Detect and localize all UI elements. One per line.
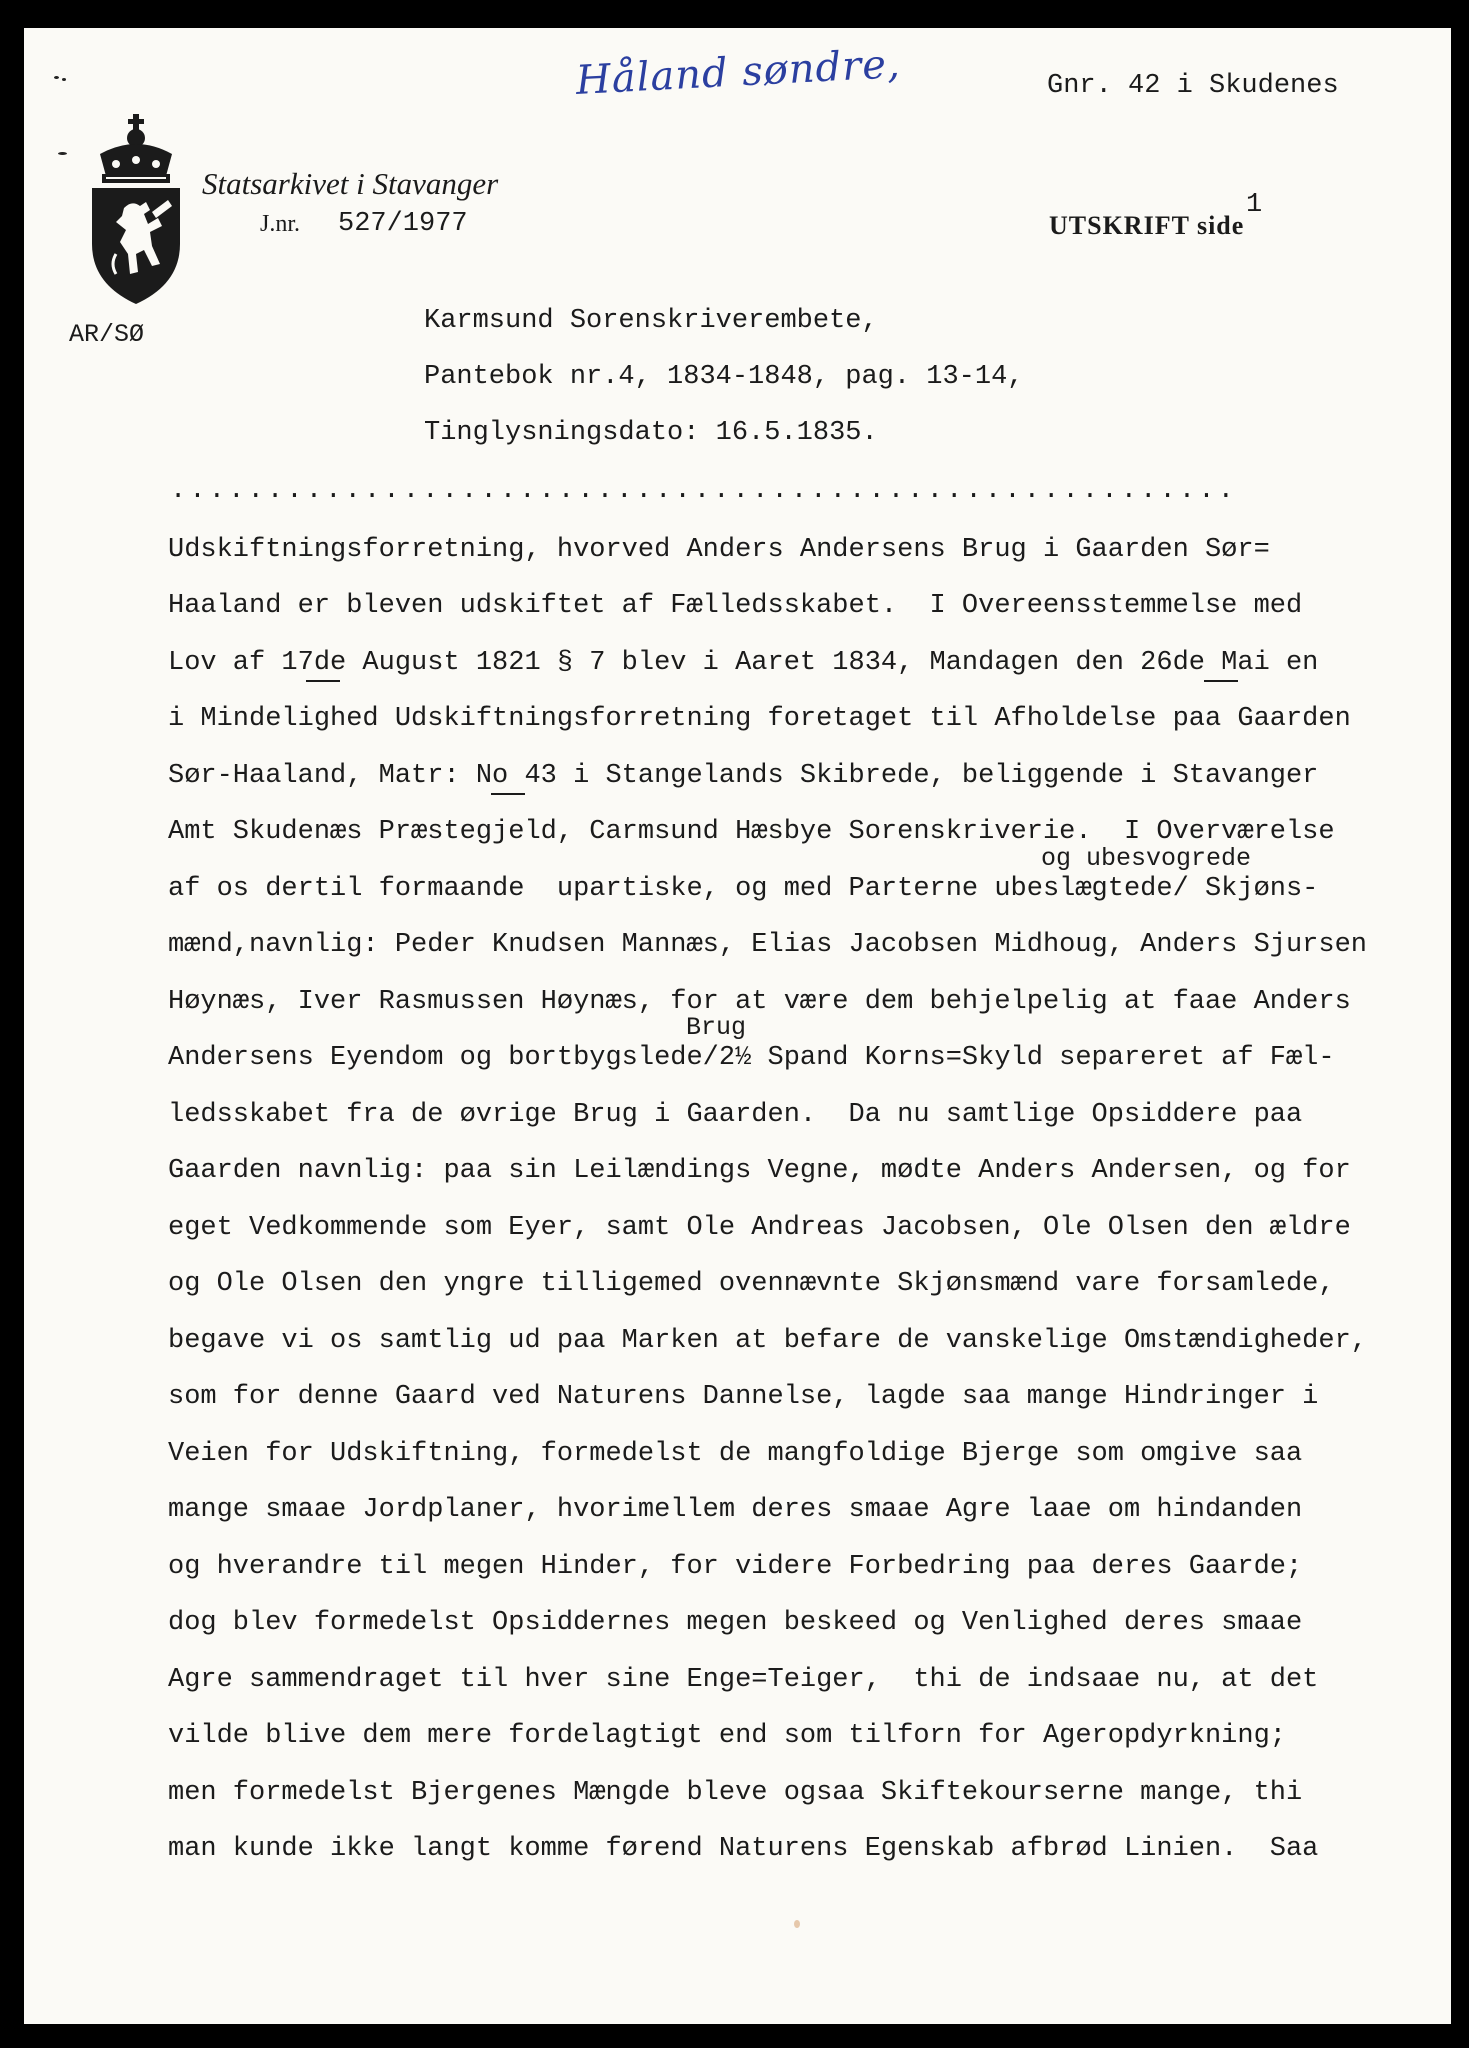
underline-mark <box>491 793 525 795</box>
insertion-brug: Brug <box>686 1013 747 1042</box>
body-line: og Ole Olsen den yngre tilligemed ovennævnte Skjønsmænd vare forsamlede, <box>168 1269 1335 1299</box>
body-line: Høynæs, Iver Rasmussen Høynæs, for at være dem behjelpelig at faae Anders <box>168 987 1351 1017</box>
jnr-label: J.nr. <box>260 211 301 237</box>
underline-mark <box>1204 680 1238 682</box>
body-line: vilde blive dem mere fordelagtigt end som tilforn for Ageropdyrkning; <box>168 1721 1286 1751</box>
body-line: begave vi os samtlig ud paa Marken at befare de vanskelige Omstændigheder, <box>168 1326 1367 1356</box>
body-line: mange smaae Jordplaner, hvorimellem deres smaae Agre laae om hindanden <box>168 1495 1303 1525</box>
document-page <box>24 28 1451 2024</box>
body-line: man kunde ikke langt komme førend Naturens Egenskab afbrød Linien. Saa <box>168 1834 1319 1864</box>
handwritten-farm-name: Håland søndre, <box>574 41 902 104</box>
body-line: i Mindelighed Udskiftningsforretning foretaget til Afholdelse paa Gaarden <box>168 704 1351 734</box>
utskrift-text: UTSKRIFT side <box>1049 211 1245 240</box>
body-line: af os dertil formaande upartiske, og med Parterne ubeslægtede/ Skjøns- <box>168 874 1319 904</box>
body-line: og hverandre til megen Hinder, for videre Forbedring paa deres Gaarde; <box>168 1552 1303 1582</box>
stray-mark <box>62 78 66 81</box>
body-line: Sør-Haaland, Matr: No 43 i Stangelands Skibrede, beliggende i Stavanger <box>168 761 1319 791</box>
body-line: Veien for Udskiftning, formedelst de mangfoldige Bjerge som omgive saa <box>168 1439 1303 1469</box>
stray-mark <box>58 152 67 155</box>
underline-mark <box>306 680 340 682</box>
source-line-1: Karmsund Sorenskriverembete, <box>424 306 878 336</box>
body-line: Udskiftningsforretning, hvorved Anders Andersens Brug i Gaarden Sør= <box>168 535 1270 565</box>
archive-name: Statsarkivet i Stavanger <box>202 166 499 201</box>
stray-mark <box>54 76 59 79</box>
initials: AR/SØ <box>69 320 145 349</box>
body-line: mænd,navnlig: Peder Knudsen Mannæs, Elias Jacobsen Midhoug, Anders Sjursen <box>168 930 1367 960</box>
gnr-reference: Gnr. 42 i Skudenes <box>1047 71 1339 101</box>
page-number: 1 <box>1246 190 1263 220</box>
body-line: Amt Skudenæs Præstegjeld, Carmsund Hæsbye Sorenskriverie. I Overværelse <box>168 817 1335 847</box>
paper-stain <box>794 1920 800 1928</box>
source-line-3: Tinglysningsdato: 16.5.1835. <box>424 418 878 448</box>
separator: ....................................................... <box>170 476 1238 506</box>
body-line: Lov af 17de August 1821 § 7 blev i Aaret 1834, Mandagen den 26de Mai en <box>168 648 1319 678</box>
body-line: Andersens Eyendom og bortbygslede/2½ Spand Korns=Skyld separeret af Fæl- <box>168 1043 1335 1073</box>
body-line: dog blev formedelst Opsiddernes megen beskeed og Venlighed deres smaae <box>168 1608 1303 1638</box>
body-line: Gaarden navnlig: paa sin Leilændings Vegne, mødte Anders Andersen, og for <box>168 1156 1351 1186</box>
utskrift-label <box>1033 197 1244 255</box>
body-line: Agre sammendraget til hver sine Enge=Teiger, thi de indsaae nu, at det <box>168 1665 1319 1695</box>
body-line: Haaland er bleven udskiftet af Fælledsskabet. I Overeensstemmelse med <box>168 591 1303 621</box>
body-line: ledsskabet fra de øvrige Brug i Gaarden. Da nu samtlige Opsiddere paa <box>168 1100 1303 1130</box>
source-line-2: Pantebok nr.4, 1834-1848, pag. 13-14, <box>424 362 1024 392</box>
jnr-value: 527/1977 <box>338 209 468 239</box>
body-line: men formedelst Bjergenes Mængde bleve ogsaa Skiftekourserne mange, thi <box>168 1778 1303 1808</box>
insertion-og-ubesvogrede: og ubesvogrede <box>1041 844 1252 873</box>
body-line: som for denne Gaard ved Naturens Dannelse, lagde saa mange Hindringer i <box>168 1382 1319 1412</box>
coat-of-arms-icon <box>86 114 186 306</box>
body-line: eget Vedkommende som Eyer, samt Ole Andreas Jacobsen, Ole Olsen den ældre <box>168 1213 1351 1243</box>
